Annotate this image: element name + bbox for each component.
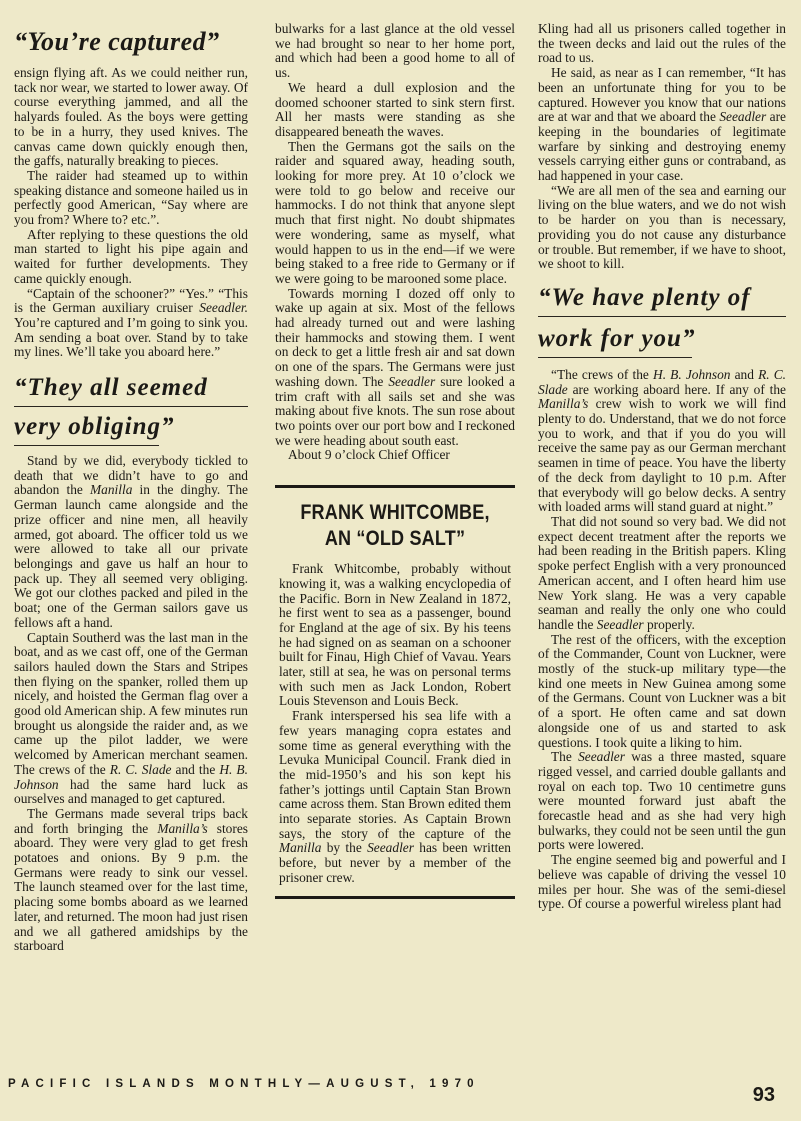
heading-very-obliging [14, 374, 248, 446]
paragraph [279, 709, 511, 885]
footer-magazine-line: PACIFIC ISLANDS MONTHLY—AUGUST, 1970 [8, 1078, 480, 1090]
text: properly. [646, 616, 695, 632]
paragraph: Then the Germans got the sails on the raider and squared away, heading south, looking for more prey. At 10 o’clock we were told to go below and receive our hammocks. I do not think that anyone slept much that first night. No doubt shipmates were wondering, same as myself, what would happen to us in the end—if we were being staked to a free ride to Germany or if we were going to be marooned some place. [275, 138, 515, 286]
ship-name: Manilla’s [538, 396, 589, 412]
paragraph [14, 454, 248, 630]
box-title-line: AN “OLD SALT” [324, 527, 466, 551]
heading-line: “We have plenty of [538, 283, 751, 311]
paragraph: ensign flying aft. As we could neither run, tack nor wear, we started to lower away. Of course everything jammed, and all the halyards fouled. As the boys were getting to be in a hurry, they used knives. The canvas came down quickly enough then, the gaffs, naturally breaking to pieces. [14, 65, 248, 169]
text: “Captain of the schooner?” “Yes.” “This is the German auxiliary cruiser [14, 285, 248, 316]
heading-rule [14, 445, 159, 446]
ship-name: Seeadler [719, 109, 767, 125]
paragraph: About 9 o’clock Chief Officer [288, 447, 450, 463]
heading-line: “They all seemed [14, 374, 208, 402]
text: The [551, 749, 572, 765]
ship-name: Manilla’s [157, 820, 208, 836]
paragraph: The raider had steamed up to within speaking distance and someone hailed us in perfectly good American, “Say where are you from? Where to? etc.”. [14, 167, 248, 228]
paragraph [275, 287, 515, 449]
paragraph: Kling had all us prisoners called together in the tween decks and laid out the rules of the road to us. [538, 21, 786, 66]
ship-name: Manilla [279, 840, 322, 856]
paragraph [14, 631, 248, 807]
sidebar-box-frank-whitcombe [275, 485, 515, 898]
text: by the [326, 840, 362, 856]
text: crew wish to work we will find plenty to do. Understand, that we do not force you to work, and that if you do you will receive the same pay as our German merchant seamen in time of peace. You have the liberty of the deck from daylight to 10 p.m. After that everybody will go below decks. A sentry with loaded arms will stand guard at night.” [538, 396, 786, 515]
heading-line: very obliging” [14, 413, 175, 441]
text: are working aboard here. If any of the [572, 381, 786, 397]
paragraph: The engine seemed big and powerful and I believe was capable of driving the vessel 10 miles per hour. She was of the semi-diesel type. Of course a powerful wireless plant had [538, 852, 786, 912]
paragraph [14, 807, 248, 954]
paragraph [14, 287, 248, 361]
box-title [295, 500, 495, 552]
paragraph: Frank Whitcombe, probably without knowing it, was a walking encyclopedia of the Pacific. Born in New Zealand in 1872, he first went to sea as a passenger, bound for England at the age of six. By his teens he had signed on as seaman on a schooner built for Finau, High Chief of Vavau. Years later, still at sea, he was on personal terms with such men as Jack London, Robert Louis Stevenson and Louis Beck. [279, 561, 511, 709]
ship-name: Seeadler [596, 616, 644, 632]
text: Towards morning I dozed off only to wake up again at six. Most of the fellows had already turned out and were lashing their hammocks and stowing them. I went on deck to get a little fresh air and sat down on one of the spars. The Germans were just washing down. The [275, 285, 515, 389]
heading-youre-captured: “You’re captured” [14, 27, 220, 56]
paragraph: The rest of the officers, with the exception of the Commander, Count von Luckner, were mostly of the stuck-up military type—the kind one meets in New Guinea among some of the Germans. Count von Luckner was a bit of a sport. He often came and sat down alongside one of us and started to ask questions. I took quite a liking to him. [538, 631, 786, 750]
ship-name: H. B. Johnson [14, 761, 248, 792]
text: in the dinghy. The German launch came alongside and the prize officer and nine men, all heavily armed, got aboard. The officer told us we were allowed to take all our private belongings and gave us half an hour to pack up. They all seemed very obliging. We got our clothes packed and piled in the boat; one of the German sailors gave us fellows aft a hand. [14, 482, 248, 630]
paragraph: “We are all men of the sea and earning our living on the blue waters, and we do not wish to be harder on you than is necessary, providing you do not cause any disturbance or trouble. But remember, if we have to shoot, we shoot to kill. [538, 182, 786, 272]
paragraph [538, 66, 786, 184]
text: are keeping in the boundaries of legitimate warfare by sinking and destroying enemy vessels carrying either guns or contraband, as had happened in your case. [538, 109, 786, 184]
column-1 [14, 22, 248, 954]
text: was a three masted, square rigged vessel, and carried double gallants and royal on each top. Two 10 centimetre guns were mounted forward just abaft the forecastle head and as she had very high bulwarks, they could not be seen until the gun ports were lowered. [538, 749, 786, 853]
text: He said, as near as I can remember, “It has been an unfortunate thing for you to be captured. However you know that our nations are at war and that we aboard the [538, 65, 786, 125]
ship-name: H. B. Johnson [653, 366, 731, 382]
page-number: 93 [752, 1084, 775, 1106]
ship-name: Seeadler [578, 749, 625, 765]
text: Captain Southerd was the last man in the boat, and as we cast off, one of the German sailors hauled down the Stars and Stripes then flying on the spanker, rolled them up nicely, and hoisted the German flag over a good old American ship. A few minutes run brought us alongside the raider and, as we came up the pilot ladder, we were welcomed by American merchant seamen. The crews of the [14, 629, 248, 777]
ship-name: Manilla [90, 482, 133, 498]
heading-plenty-of-work [538, 284, 786, 358]
text: stores aboard. They were very glad to get fresh potatoes and onions. By 9 p.m. the Germans were ready to sink our vessel. The launch steamed over for the last time, placing some bombs aboard as we learned later, and returned. The moon had just risen and we all gathered amidships by the starboard [14, 820, 248, 954]
paragraph [538, 515, 786, 633]
text: Frank interspersed his sea life with a few years managing copra estates and some time as general everything with the Levuka Municipal Council. Frank died in the mid-1950’s and his son kept his father’s jottings until Captain Stan Brown came across them. Stan Brown edited them into separate stories. As Captain Brown says, the story of the capture of the [279, 708, 511, 841]
text: had the same hard luck as ourselves and managed to get captured. [14, 776, 248, 807]
text: Stand by we did, everybody tickled to death that we didn’t have to go and abandon the [14, 453, 248, 498]
text: sure looked a trim craft with all sails set and she was making about five knots. The sun rose about two points over our port bow and I reckoned we were heading about south east. [275, 373, 515, 448]
paragraph [538, 750, 786, 853]
paragraph: After replying to these questions the old man started to light his pipe again and waited for further developments. They came quickly enough. [14, 226, 248, 286]
heading-rule [538, 357, 692, 358]
text: You’re captured and I’m going to sink you. Am sending a boat over. Stand by to take my lines. We’ll take you aboard here.” [14, 314, 248, 360]
paragraph: We heard a dull explosion and the doomed schooner started to sink stern first. All her masts were standing as she disappeared beneath the waves. [275, 79, 515, 139]
text: and [734, 366, 754, 382]
ship-name: Seeadler [367, 840, 414, 856]
box-title-line: FRANK WHITCOMBE, [300, 501, 490, 525]
ship-name: R. C. Slade [538, 366, 787, 397]
column-2 [275, 22, 515, 899]
column-3 [538, 22, 786, 912]
paragraph [538, 368, 786, 515]
text: The Germans made several trips back and forth bringing the [14, 805, 248, 836]
text: “The crews of the [551, 366, 649, 382]
text: That did not sound so very bad. We did not expect decent treatment after the reports we had been reading in the British papers. Kling spoke perfect English with a very pronounced American accent, and I often heard him use New York slang. He was a very capable seaman and really the only one who could handle the [538, 513, 786, 632]
paragraph: bulwarks for a last glance at the old vessel we had brought so near to her home port, and which had been a good home to all of us. [275, 21, 515, 81]
heading-line: work for you” [538, 324, 696, 352]
ship-name: Seeadler. [199, 300, 248, 316]
text: and the [175, 761, 216, 777]
ship-name: R. C. Slade [109, 761, 172, 777]
ship-name: Seeadler [388, 373, 436, 389]
text: has been written before, but never by a member of the prisoner crew. [279, 840, 511, 885]
